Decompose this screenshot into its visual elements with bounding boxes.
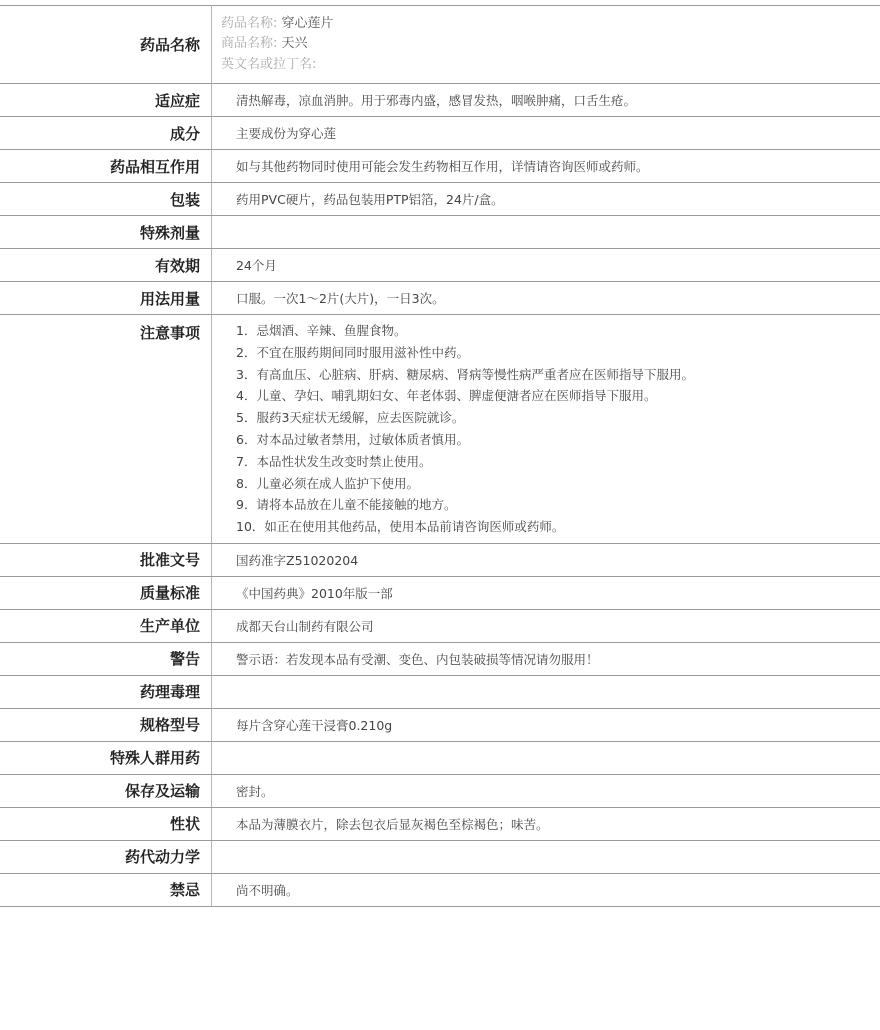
generic-name-line [221,14,880,35]
row-value: 清热解毒，凉血消肿。用于邪毒内盛，感冒发热，咽喉肿痛，口舌生疮。 [212,84,880,117]
row-label: 成分 [0,117,212,150]
latin-name-line [221,55,880,76]
precaution-item: 6．对本品过敏者禁用，过敏体质者慎用。 [236,431,469,447]
row-label: 批准文号 [0,543,212,576]
drug-info-table [0,5,880,907]
precaution-item: 5．服药3天症状无缓解，应去医院就诊。 [236,410,465,426]
row-special-dosage [0,216,880,249]
row-quality-standard [0,576,880,609]
row-value [212,675,880,708]
row-packaging [0,183,880,216]
row-label: 性状 [0,807,212,840]
row-value: 《中国药典》2010年版一部 [212,576,880,609]
row-label: 警告 [0,642,212,675]
trade-name-label: 商品名称: [221,36,278,52]
row-special-populations [0,741,880,774]
row-manufacturer [0,609,880,642]
drug-name-cell [212,6,880,84]
latin-name-label: 英文名或拉丁名: [221,56,317,72]
row-value: 药用PVC硬片，药品包装用PTP铝箔，24片/盒。 [212,183,880,216]
row-value: 警示语：若发现本品有受潮、变色、内包装破损等情况请勿服用！ [212,642,880,675]
row-label: 药品名称 [0,6,212,84]
row-value [212,741,880,774]
trade-name-value: 天兴 [281,36,308,52]
row-precautions [0,315,880,544]
row-label: 药代动力学 [0,840,212,873]
row-ingredients [0,117,880,150]
precaution-item: 2．不宜在服药期间同时服用滋补性中药。 [236,344,469,360]
row-label: 药理毒理 [0,675,212,708]
precaution-item: 7．本品性状发生改变时禁止使用。 [236,453,432,469]
row-label: 注意事项 [0,315,212,544]
row-value: 24个月 [212,249,880,282]
row-interactions [0,150,880,183]
row-description [0,807,880,840]
row-warning [0,642,880,675]
row-label: 有效期 [0,249,212,282]
row-usage [0,282,880,315]
row-label: 质量标准 [0,576,212,609]
precaution-item: 10．如正在使用其他药品，使用本品前请咨询医师或药师。 [236,519,565,535]
precaution-item: 1．忌烟酒、辛辣、鱼腥食物。 [236,323,407,338]
row-approval-number [0,543,880,576]
row-value: 国药准字Z51020204 [212,543,880,576]
row-indications [0,84,880,117]
row-specification [0,708,880,741]
generic-name-label: 药品名称: [221,15,278,31]
precaution-item: 8．儿童必须在成人监护下使用。 [236,475,419,491]
row-label: 适应症 [0,84,212,117]
row-value: 尚不明确。 [212,873,880,906]
precautions-list [212,315,880,544]
row-label: 用法用量 [0,282,212,315]
row-label: 生产单位 [0,609,212,642]
row-contraindications [0,873,880,906]
row-label: 禁忌 [0,873,212,906]
row-storage [0,774,880,807]
row-label: 特殊人群用药 [0,741,212,774]
row-value [212,216,880,249]
generic-name-value: 穿心莲片 [281,15,334,31]
row-label: 保存及运输 [0,774,212,807]
row-value [212,840,880,873]
row-pharmacokinetics [0,840,880,873]
precaution-item: 4．儿童、孕妇、哺乳期妇女、年老体弱、脾虚便溏者应在医师指导下服用。 [236,388,657,404]
row-label: 药品相互作用 [0,150,212,183]
row-label: 包装 [0,183,212,216]
row-value: 本品为薄膜衣片，除去包衣后显灰褐色至棕褐色；味苦。 [212,807,880,840]
drug-info-container [0,5,880,907]
trade-name-line [221,34,880,55]
row-expiry [0,249,880,282]
precaution-item: 9．请将本品放在儿童不能接触的地方。 [236,497,457,513]
row-label: 规格型号 [0,708,212,741]
row-value: 口服。一次1～2片(大片)，一日3次。 [212,282,880,315]
row-label: 特殊剂量 [0,216,212,249]
row-value: 每片含穿心莲干浸膏0.210g [212,708,880,741]
row-value: 密封。 [212,774,880,807]
row-value: 如与其他药物同时使用可能会发生药物相互作用，详情请咨询医师或药师。 [212,150,880,183]
row-value: 成都天台山制药有限公司 [212,609,880,642]
precaution-item: 3．有高血压、心脏病、肝病、糖尿病、肾病等慢性病严重者应在医师指导下服用。 [236,366,694,382]
row-pharmacology [0,675,880,708]
row-value: 主要成份为穿心莲 [212,117,880,150]
row-drug-name [0,6,880,84]
